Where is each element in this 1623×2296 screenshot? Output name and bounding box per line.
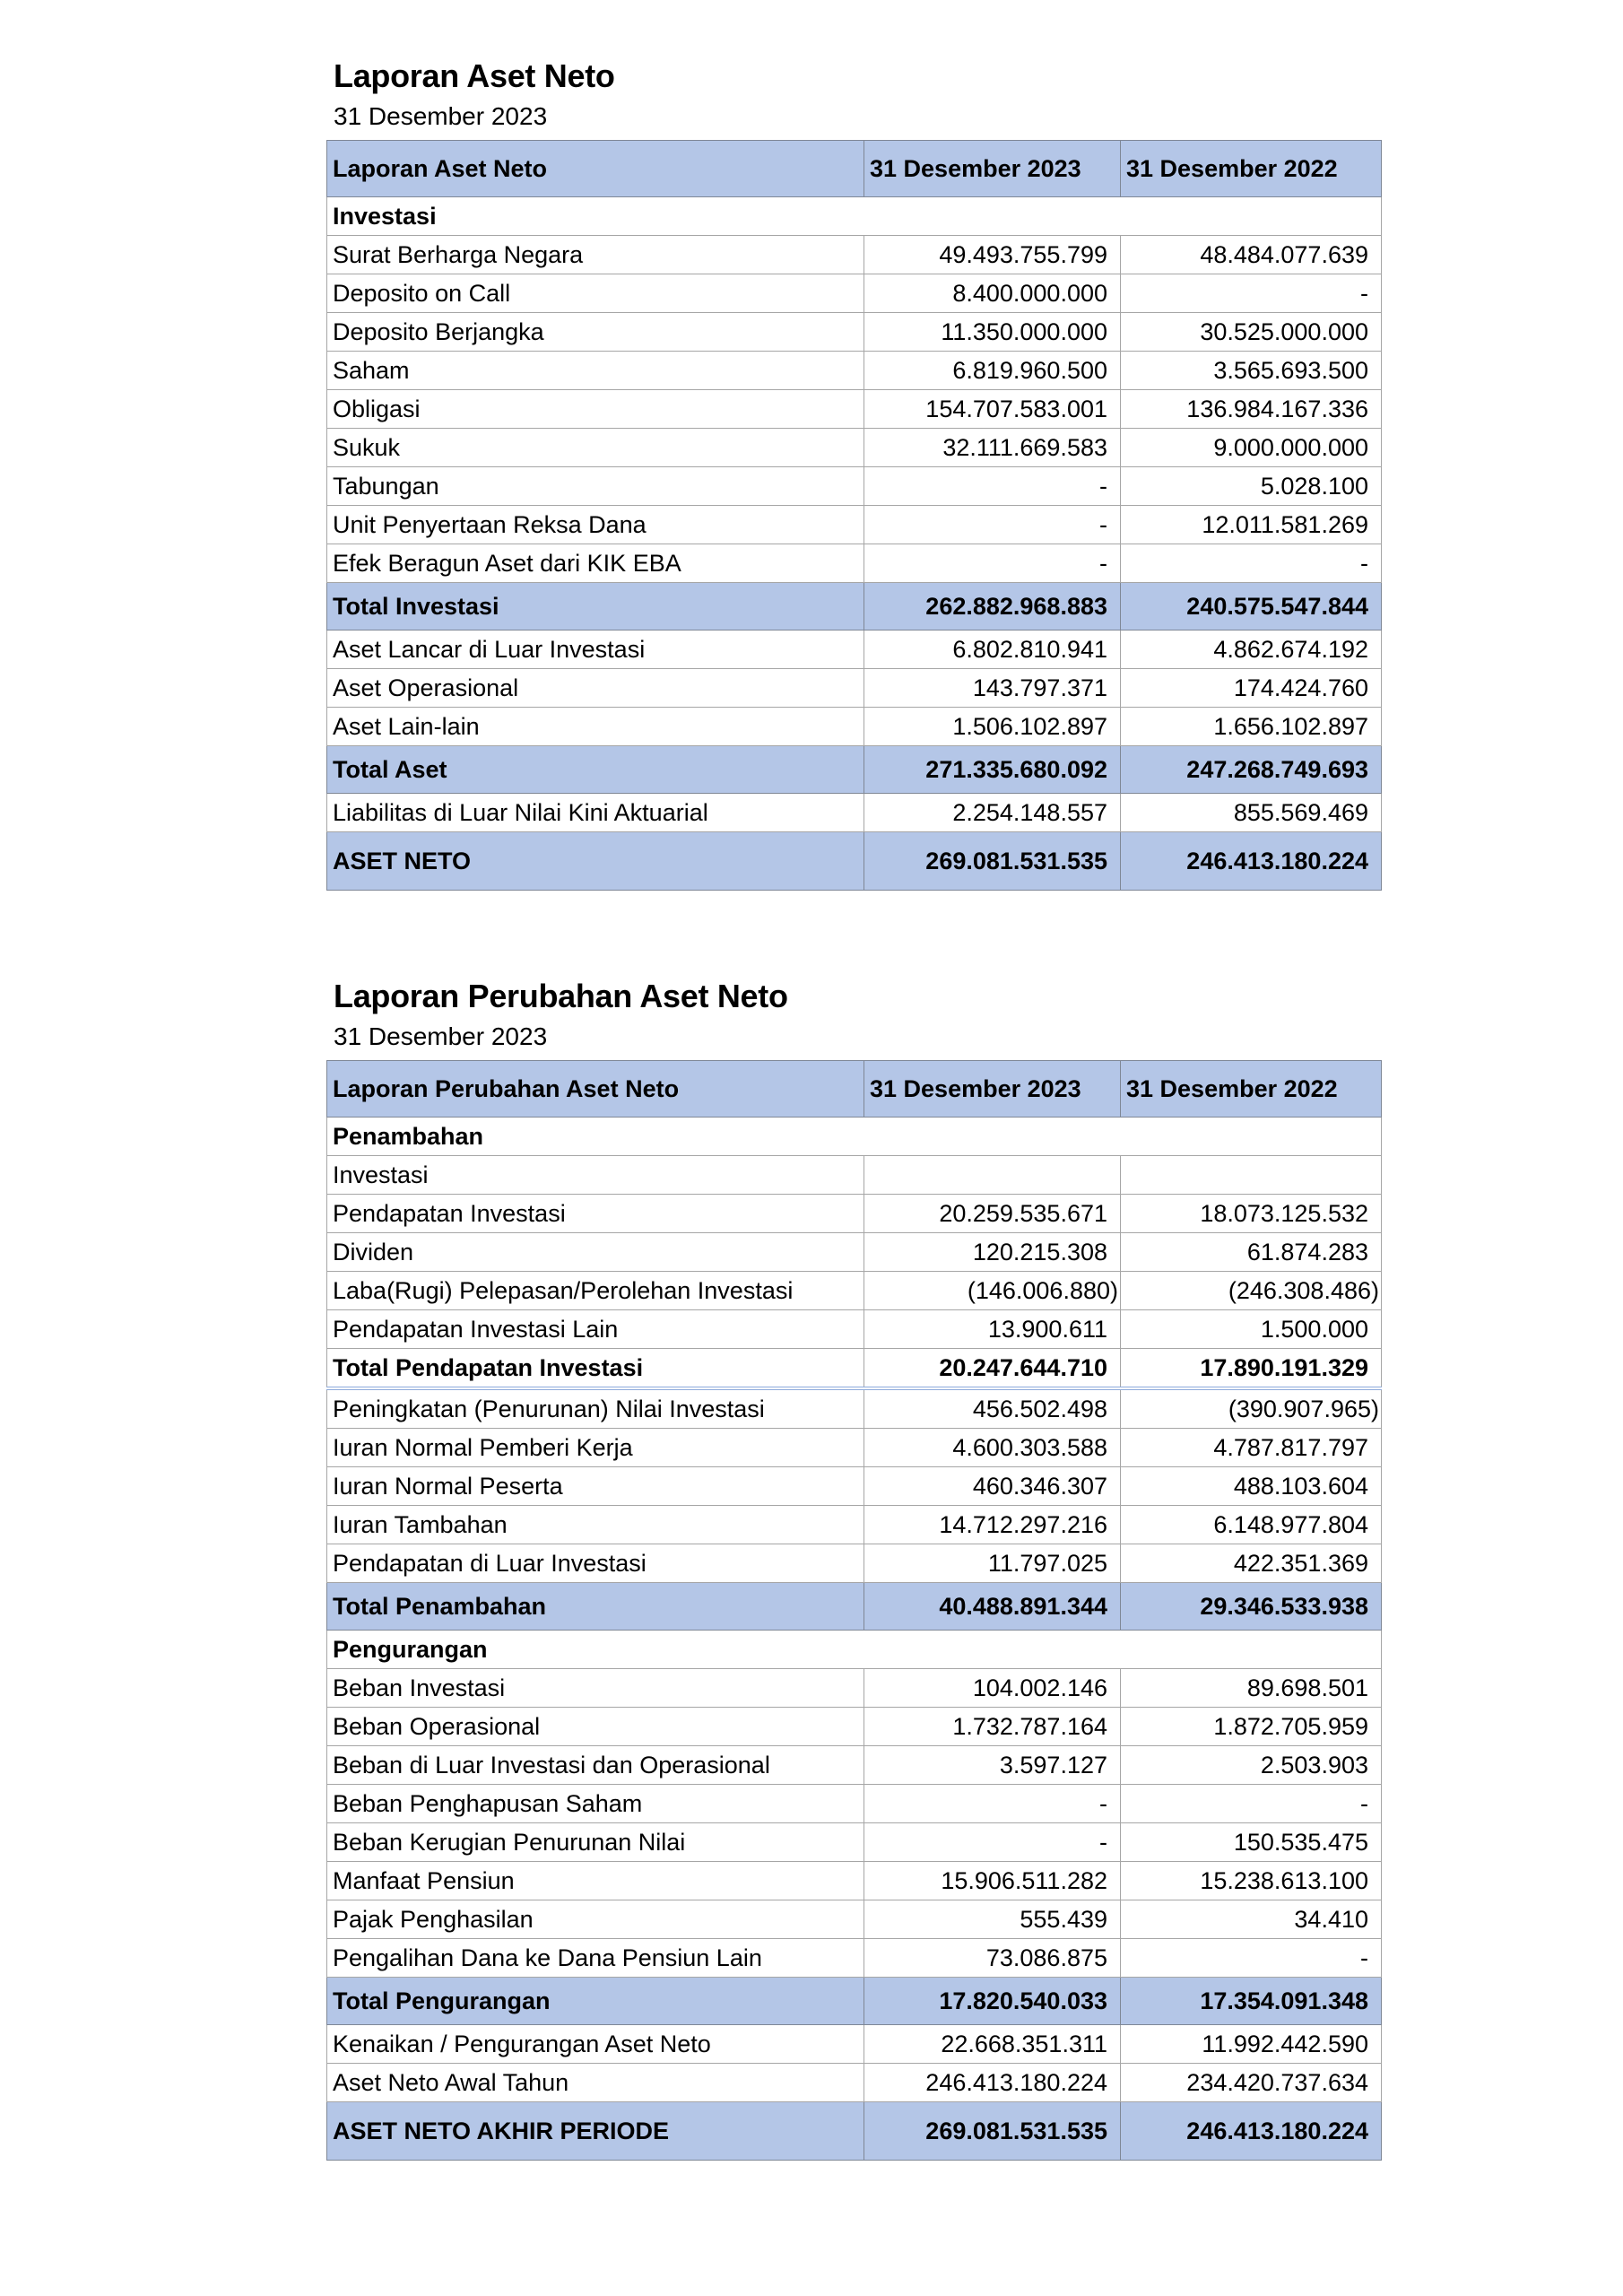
row-label: Investasi xyxy=(327,1156,864,1195)
row-label: Obligasi xyxy=(327,390,864,429)
total-row xyxy=(327,1978,1382,2025)
section-heading: Investasi xyxy=(327,197,1382,236)
row-label: Unit Penyertaan Reksa Dana xyxy=(327,506,864,544)
row-label: Beban Penghapusan Saham xyxy=(327,1785,864,1823)
value-2022: 17.890.191.329 xyxy=(1121,1349,1382,1389)
value-2022: 29.346.533.938 xyxy=(1121,1583,1382,1631)
value-2023: 13.900.611 xyxy=(864,1310,1121,1349)
value-2022: 15.238.613.100 xyxy=(1121,1862,1382,1900)
table-row xyxy=(327,1544,1382,1583)
value-2022: 246.413.180.224 xyxy=(1121,2102,1382,2161)
total-row xyxy=(327,1583,1382,1631)
section-heading: Pengurangan xyxy=(327,1631,1382,1669)
row-label: Total Investasi xyxy=(327,583,864,631)
value-2023: 2.254.148.557 xyxy=(864,794,1121,832)
row-label: Total Pendapatan Investasi xyxy=(327,1349,864,1389)
value-2022: 855.569.469 xyxy=(1121,794,1382,832)
row-label: Liabilitas di Luar Nilai Kini Aktuarial xyxy=(327,794,864,832)
header-2022: 31 Desember 2022 xyxy=(1121,141,1382,197)
final-row xyxy=(327,2102,1382,2161)
row-label: Deposito Berjangka xyxy=(327,313,864,352)
row-label: Efek Beragun Aset dari KIK EBA xyxy=(327,544,864,583)
table-row xyxy=(327,1669,1382,1708)
value-2023: 143.797.371 xyxy=(864,669,1121,708)
value-2022: (390.907.965) xyxy=(1121,1388,1382,1429)
value-2022: - xyxy=(1121,544,1382,583)
table-row xyxy=(327,1939,1382,1978)
value-2023: 20.247.644.710 xyxy=(864,1349,1121,1389)
row-label: ASET NETO xyxy=(327,832,864,891)
table-row xyxy=(327,1388,1382,1429)
table-row xyxy=(327,1429,1382,1467)
value-2022: 174.424.760 xyxy=(1121,669,1382,708)
value-2022: 1.656.102.897 xyxy=(1121,708,1382,746)
table-row xyxy=(327,506,1382,544)
value-2023 xyxy=(864,1156,1121,1195)
value-2023: - xyxy=(864,506,1121,544)
value-2023: 246.413.180.224 xyxy=(864,2064,1121,2102)
row-label: Pendapatan Investasi xyxy=(327,1195,864,1233)
table-row xyxy=(327,631,1382,669)
table-row xyxy=(327,1195,1382,1233)
value-2022: 136.984.167.336 xyxy=(1121,390,1382,429)
row-label: Aset Neto Awal Tahun xyxy=(327,2064,864,2102)
value-2023: 120.215.308 xyxy=(864,1233,1121,1272)
value-2023: 40.488.891.344 xyxy=(864,1583,1121,1631)
value-2023: - xyxy=(864,1785,1121,1823)
value-2022: 48.484.077.639 xyxy=(1121,236,1382,274)
section-heading-row xyxy=(327,197,1382,236)
value-2022: 4.862.674.192 xyxy=(1121,631,1382,669)
value-2023: 49.493.755.799 xyxy=(864,236,1121,274)
value-2023: 73.086.875 xyxy=(864,1939,1121,1978)
table-row xyxy=(327,1156,1382,1195)
row-label: Kenaikan / Pengurangan Aset Neto xyxy=(327,2025,864,2064)
value-2023: 6.819.960.500 xyxy=(864,352,1121,390)
value-2023: - xyxy=(864,467,1121,506)
value-2022: 18.073.125.532 xyxy=(1121,1195,1382,1233)
value-2022: 6.148.977.804 xyxy=(1121,1506,1382,1544)
table-row xyxy=(327,313,1382,352)
value-2023: 269.081.531.535 xyxy=(864,832,1121,891)
table-header-row xyxy=(327,141,1382,197)
value-2023: 20.259.535.671 xyxy=(864,1195,1121,1233)
row-label: Total Pengurangan xyxy=(327,1978,864,2025)
table-row xyxy=(327,708,1382,746)
value-2023: 460.346.307 xyxy=(864,1467,1121,1506)
row-label: Aset Lain-lain xyxy=(327,708,864,746)
value-2023: 262.882.968.883 xyxy=(864,583,1121,631)
header-2023: 31 Desember 2023 xyxy=(864,1061,1121,1118)
table-row xyxy=(327,467,1382,506)
row-label: Total Aset xyxy=(327,746,864,794)
row-label: Deposito on Call xyxy=(327,274,864,313)
value-2022: - xyxy=(1121,1939,1382,1978)
table-row xyxy=(327,390,1382,429)
value-2022: - xyxy=(1121,274,1382,313)
value-2022: 3.565.693.500 xyxy=(1121,352,1382,390)
value-2023: 1.506.102.897 xyxy=(864,708,1121,746)
table-row xyxy=(327,1272,1382,1310)
table-row xyxy=(327,352,1382,390)
row-label: Pajak Penghasilan xyxy=(327,1900,864,1939)
value-2022 xyxy=(1121,1156,1382,1195)
value-2023: 154.707.583.001 xyxy=(864,390,1121,429)
value-2023: 555.439 xyxy=(864,1900,1121,1939)
value-2023: 14.712.297.216 xyxy=(864,1506,1121,1544)
table-row xyxy=(327,2064,1382,2102)
value-2022: 247.268.749.693 xyxy=(1121,746,1382,794)
table-row xyxy=(327,1310,1382,1349)
table-row xyxy=(327,2025,1382,2064)
value-2023: (146.006.880) xyxy=(864,1272,1121,1310)
aset-neto-table xyxy=(326,140,1382,891)
value-2023: 1.732.787.164 xyxy=(864,1708,1121,1746)
report-title: Laporan Aset Neto xyxy=(334,57,615,94)
final-row xyxy=(327,832,1382,891)
value-2022: (246.308.486) xyxy=(1121,1272,1382,1310)
row-label: Tabungan xyxy=(327,467,864,506)
value-2022: 2.503.903 xyxy=(1121,1746,1382,1785)
table-row xyxy=(327,1506,1382,1544)
row-label: Beban di Luar Investasi dan Operasional xyxy=(327,1746,864,1785)
value-2022: 1.500.000 xyxy=(1121,1310,1382,1349)
value-2022: 246.413.180.224 xyxy=(1121,832,1382,891)
row-label: Beban Kerugian Penurunan Nilai xyxy=(327,1823,864,1862)
report-title: Laporan Perubahan Aset Neto xyxy=(334,978,788,1014)
row-label: Iuran Normal Pemberi Kerja xyxy=(327,1429,864,1467)
value-2023: 8.400.000.000 xyxy=(864,274,1121,313)
row-label: Dividen xyxy=(327,1233,864,1272)
value-2023: 3.597.127 xyxy=(864,1746,1121,1785)
row-label: ASET NETO AKHIR PERIODE xyxy=(327,2102,864,2161)
table-header-row xyxy=(327,1061,1382,1118)
value-2022: - xyxy=(1121,1785,1382,1823)
value-2022: 61.874.283 xyxy=(1121,1233,1382,1272)
value-2023: 4.600.303.588 xyxy=(864,1429,1121,1467)
value-2022: 30.525.000.000 xyxy=(1121,313,1382,352)
total-row xyxy=(327,583,1382,631)
value-2022: 488.103.604 xyxy=(1121,1467,1382,1506)
header-2022: 31 Desember 2022 xyxy=(1121,1061,1382,1118)
section-heading-row xyxy=(327,1631,1382,1669)
value-2022: 1.872.705.959 xyxy=(1121,1708,1382,1746)
value-2022: 34.410 xyxy=(1121,1900,1382,1939)
perubahan-aset-neto-table xyxy=(326,1060,1382,2161)
value-2022: 17.354.091.348 xyxy=(1121,1978,1382,2025)
value-2022: 89.698.501 xyxy=(1121,1669,1382,1708)
row-label: Peningkatan (Penurunan) Nilai Investasi xyxy=(327,1388,864,1429)
row-label: Laba(Rugi) Pelepasan/Perolehan Investasi xyxy=(327,1272,864,1310)
value-2023: 11.350.000.000 xyxy=(864,313,1121,352)
total-row xyxy=(327,746,1382,794)
value-2023: 32.111.669.583 xyxy=(864,429,1121,467)
report-date: 31 Desember 2023 xyxy=(334,1022,548,1050)
table-row xyxy=(327,1862,1382,1900)
report-date: 31 Desember 2023 xyxy=(334,102,548,130)
table-row xyxy=(327,544,1382,583)
section-heading: Penambahan xyxy=(327,1118,1382,1156)
value-2022: 150.535.475 xyxy=(1121,1823,1382,1862)
row-label: Pengalihan Dana ke Dana Pensiun Lain xyxy=(327,1939,864,1978)
row-label: Aset Operasional xyxy=(327,669,864,708)
value-2023: 6.802.810.941 xyxy=(864,631,1121,669)
row-label: Manfaat Pensiun xyxy=(327,1862,864,1900)
row-label: Surat Berharga Negara xyxy=(327,236,864,274)
value-2022: 5.028.100 xyxy=(1121,467,1382,506)
table-row xyxy=(327,1746,1382,1785)
row-label: Beban Operasional xyxy=(327,1708,864,1746)
value-2023: - xyxy=(864,544,1121,583)
value-2022: 12.011.581.269 xyxy=(1121,506,1382,544)
table-row xyxy=(327,1233,1382,1272)
table-row xyxy=(327,1708,1382,1746)
table-row xyxy=(327,236,1382,274)
table-row xyxy=(327,429,1382,467)
value-2022: 9.000.000.000 xyxy=(1121,429,1382,467)
header-2023: 31 Desember 2023 xyxy=(864,141,1121,197)
value-2023: 22.668.351.311 xyxy=(864,2025,1121,2064)
table-row xyxy=(327,1900,1382,1939)
value-2023: 269.081.531.535 xyxy=(864,2102,1121,2161)
row-label: Saham xyxy=(327,352,864,390)
value-2023: 271.335.680.092 xyxy=(864,746,1121,794)
value-2022: 4.787.817.797 xyxy=(1121,1429,1382,1467)
table-row xyxy=(327,274,1382,313)
value-2023: 15.906.511.282 xyxy=(864,1862,1121,1900)
row-label: Pendapatan Investasi Lain xyxy=(327,1310,864,1349)
value-2023: - xyxy=(864,1823,1121,1862)
header-label: Laporan Perubahan Aset Neto xyxy=(327,1061,864,1118)
value-2023: 17.820.540.033 xyxy=(864,1978,1121,2025)
value-2023: 11.797.025 xyxy=(864,1544,1121,1583)
table-row xyxy=(327,669,1382,708)
row-label: Sukuk xyxy=(327,429,864,467)
row-label: Aset Lancar di Luar Investasi xyxy=(327,631,864,669)
value-2022: 11.992.442.590 xyxy=(1121,2025,1382,2064)
table-row xyxy=(327,1785,1382,1823)
table-row xyxy=(327,1467,1382,1506)
header-label: Laporan Aset Neto xyxy=(327,141,864,197)
value-2023: 104.002.146 xyxy=(864,1669,1121,1708)
row-label: Total Penambahan xyxy=(327,1583,864,1631)
value-2023: 456.502.498 xyxy=(864,1388,1121,1429)
row-label: Iuran Normal Peserta xyxy=(327,1467,864,1506)
row-label: Iuran Tambahan xyxy=(327,1506,864,1544)
row-label: Beban Investasi xyxy=(327,1669,864,1708)
value-2022: 240.575.547.844 xyxy=(1121,583,1382,631)
value-2022: 422.351.369 xyxy=(1121,1544,1382,1583)
section-heading-row xyxy=(327,1118,1382,1156)
table-row xyxy=(327,1823,1382,1862)
table-row xyxy=(327,794,1382,832)
row-label: Pendapatan di Luar Investasi xyxy=(327,1544,864,1583)
value-2022: 234.420.737.634 xyxy=(1121,2064,1382,2102)
subtotal-row xyxy=(327,1349,1382,1389)
